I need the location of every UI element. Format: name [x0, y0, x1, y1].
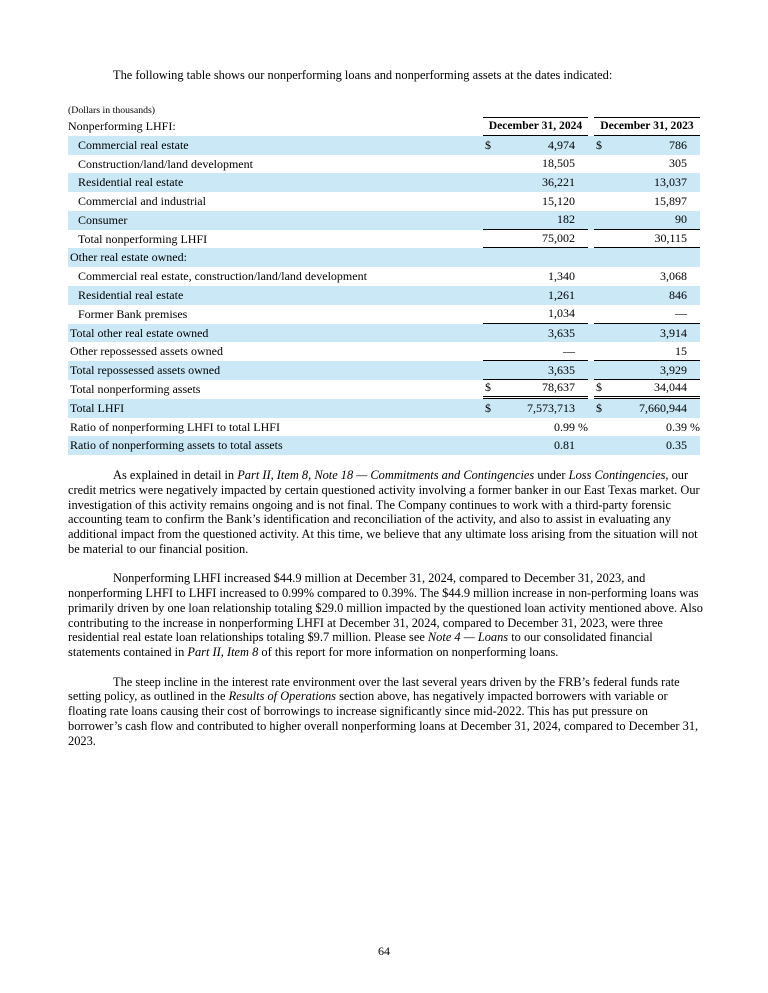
- value-cell-2024: [483, 136, 588, 155]
- table-row: [68, 173, 700, 192]
- nonperforming-table: [68, 104, 700, 456]
- value-2023: 3,914: [660, 325, 687, 340]
- value-2024: 78,637: [542, 380, 575, 395]
- intro-paragraph: The following table shows our nonperforming loans and nonperforming assets at the dates indicated:: [113, 68, 613, 82]
- dollar-sign: $: [485, 400, 491, 415]
- italic-text: Results of Operations: [228, 689, 336, 704]
- table-row: [68, 211, 700, 230]
- value-cell-2024: [483, 211, 588, 230]
- value-cell-2023: [594, 211, 700, 230]
- table-row: [68, 361, 700, 380]
- value-cell-2024: [483, 418, 588, 437]
- value-2024: 4,974: [548, 137, 575, 152]
- row-label: Commercial real estate, construction/land/land development: [78, 269, 367, 284]
- value-2023: 90: [675, 212, 687, 227]
- value-cell-2024: [483, 399, 588, 418]
- value-cell-2023: [594, 324, 700, 343]
- value-cell-2024: [483, 324, 588, 343]
- document-page: [68, 68, 703, 763]
- value-cell-2023: [594, 436, 700, 455]
- table-row: [68, 380, 700, 399]
- text: to our consolidated financial statements contained in: [68, 630, 653, 659]
- table-row: [68, 155, 700, 174]
- value-cell-2024: [483, 192, 588, 211]
- value-cell-2024: [483, 436, 588, 455]
- row-label: Consumer: [78, 212, 128, 227]
- value-cell-2024: [483, 305, 588, 324]
- table-row: [68, 324, 700, 343]
- value-cell-2023: [594, 267, 700, 286]
- row-label: Construction/land/land development: [78, 156, 253, 171]
- dollar-sign: $: [485, 137, 491, 152]
- value-2023: 3,068: [660, 269, 687, 284]
- row-label: Total other real estate owned: [70, 325, 209, 340]
- row-label: Total LHFI: [70, 400, 125, 415]
- row-label: Ratio of nonperforming assets to total assets: [70, 438, 283, 453]
- row-label: Ratio of nonperforming LHFI to total LHFI: [70, 419, 280, 434]
- value-cell-2024: [483, 380, 588, 399]
- value-2023: 7,660,944: [639, 400, 687, 415]
- value-cell-2024: [483, 286, 588, 305]
- value-2023: 846: [669, 287, 687, 302]
- text: The steep incline in the interest rate environment over the last several years driven by the FRB’s federal funds rate setting policy, as outlined in the: [68, 674, 680, 704]
- percent-sign: %: [578, 419, 588, 434]
- table-row: [68, 436, 700, 455]
- table-units-label: (Dollars in thousands): [68, 104, 156, 116]
- italic-text: Loss Contingencies,: [568, 468, 669, 483]
- value-2024: 0.99: [554, 419, 575, 434]
- text: of this report for more information on nonperforming loans.: [258, 644, 559, 659]
- value-cell-2023: [594, 230, 700, 249]
- value-2024: 18,505: [542, 156, 575, 171]
- dollar-sign: $: [596, 380, 602, 395]
- value-cell-2023: [594, 380, 700, 399]
- value-2023: 13,037: [654, 175, 687, 190]
- percent-sign: %: [690, 419, 700, 434]
- value-2023: 15,897: [654, 193, 687, 208]
- row-label: Residential real estate: [78, 175, 184, 190]
- value-cell-2023: [594, 136, 700, 155]
- value-2024: 75,002: [542, 231, 575, 246]
- value-cell-2023: [594, 173, 700, 192]
- row-label: Former Bank premises: [78, 306, 188, 321]
- table-row: [68, 286, 700, 305]
- text: under: [534, 468, 569, 483]
- value-2024: 0.81: [554, 438, 575, 453]
- value-cell-2023: [594, 192, 700, 211]
- text: section above, has negatively impacted borrowers with variable or floating rate loans causing their cost of borrowings to increase significantly since mid-2022. This has put pressure on borrower’s cash flow and contributed to higher overall nonperforming loans at December 31, 2024, compared to December 31, 2023.: [68, 689, 699, 748]
- body-paragraphs: [68, 468, 703, 748]
- value-cell-2023: [594, 248, 700, 267]
- value-2024: 7,573,713: [527, 400, 575, 415]
- row-label: Total nonperforming assets: [70, 382, 201, 397]
- row-label: Total repossessed assets owned: [70, 363, 221, 378]
- table-row: [68, 399, 700, 418]
- value-cell-2024: [483, 248, 588, 267]
- dollar-sign: $: [596, 137, 602, 152]
- table-row: [68, 342, 700, 361]
- value-cell-2023: [594, 342, 700, 361]
- text: Nonperforming LHFI increased $44.9 million at December 31, 2024, compared to December 31, 2023, and nonperforming LHFI to LHFI increased to 0.99% compared to 0.39%. The $44.9 million increase in non-performing loans was primarily driven by one loan relationship totaling $29.0 million impacted by the questioned loan activity mentioned above. Also contributing to the increase in nonperforming LHFI at December 31, 2024, compared to December 31, 2023, were three residential real estate loan relationships totaling $9.7 million. Please see: [68, 571, 703, 645]
- value-2023: 0.35: [666, 438, 687, 453]
- value-cell-2024: [483, 361, 588, 380]
- value-cell-2023: [594, 399, 700, 418]
- table-header-row: [68, 117, 700, 136]
- row-label: Other real estate owned:: [70, 250, 187, 265]
- value-2023: 305: [669, 156, 687, 171]
- text: As explained in detail in: [113, 468, 238, 483]
- value-2023: 786: [669, 137, 687, 152]
- value-2024: 3,635: [548, 325, 575, 340]
- value-cell-2024: [483, 173, 588, 192]
- table-row: [68, 248, 700, 267]
- value-cell-2024: [483, 342, 588, 361]
- value-2023: —: [675, 306, 687, 321]
- column-header-2023: December 31, 2023: [594, 117, 700, 136]
- value-cell-2023: [594, 418, 700, 437]
- value-2023: 3,929: [660, 362, 687, 377]
- table-row: [68, 192, 700, 211]
- value-2024: —: [563, 343, 575, 358]
- column-header-2024: December 31, 2024: [483, 117, 588, 136]
- row-label: Other repossessed assets owned: [70, 344, 223, 359]
- value-cell-2023: [594, 155, 700, 174]
- value-2023: 30,115: [654, 231, 687, 246]
- value-2024: 182: [557, 212, 575, 227]
- value-cell-2023: [594, 361, 700, 380]
- row-label: Commercial real estate: [78, 137, 189, 152]
- paragraph: [68, 571, 703, 659]
- page-number: 64: [378, 944, 390, 958]
- value-2024: 1,034: [548, 306, 575, 321]
- value-cell-2023: [594, 305, 700, 324]
- paragraph: [68, 675, 703, 749]
- table-row: [68, 230, 700, 249]
- table-row-label-header: Nonperforming LHFI:: [68, 118, 176, 133]
- row-label: Residential real estate: [78, 288, 184, 303]
- value-2023: 15: [675, 343, 687, 358]
- italic-text: Part II, Item 8: [187, 644, 259, 659]
- value-2024: 36,221: [542, 175, 575, 190]
- value-cell-2023: [594, 286, 700, 305]
- value-2023: 0.39: [666, 419, 687, 434]
- paragraph: [68, 468, 703, 556]
- value-2024: 1,340: [548, 269, 575, 284]
- value-cell-2024: [483, 230, 588, 249]
- text: our credit metrics were negatively impacted by certain questioned activity involving a former banker in our East Texas market. Our investigation of this activity remains ongoing and is not final. The Company continues to work with a third-party forensic accounting team to confirm the Bank’s identification and reconciliation of the activity, and also to assist in evaluating any additional impact from the questioned activity. At this time, we believe that any ultimate loss arising from the situation will not be material to our financial position.: [68, 468, 700, 556]
- italic-text: Note 4 — Loans: [427, 630, 509, 645]
- value-2023: 34,044: [654, 380, 687, 395]
- row-label: Commercial and industrial: [78, 194, 206, 209]
- value-2024: 15,120: [542, 193, 575, 208]
- table-row: [68, 267, 700, 286]
- value-cell-2024: [483, 155, 588, 174]
- dollar-sign: $: [485, 380, 491, 395]
- value-cell-2024: [483, 267, 588, 286]
- table-row: [68, 136, 700, 155]
- table-row: [68, 305, 700, 324]
- row-label: Total nonperforming LHFI: [78, 231, 208, 246]
- value-2024: 1,261: [548, 287, 575, 302]
- value-2024: 3,635: [548, 362, 575, 377]
- table-rows: [68, 136, 700, 456]
- dollar-sign: $: [596, 400, 602, 415]
- italic-text: Part II, Item 8, Note 18 — Commitments and Contingencies: [237, 468, 535, 483]
- table-row: [68, 418, 700, 437]
